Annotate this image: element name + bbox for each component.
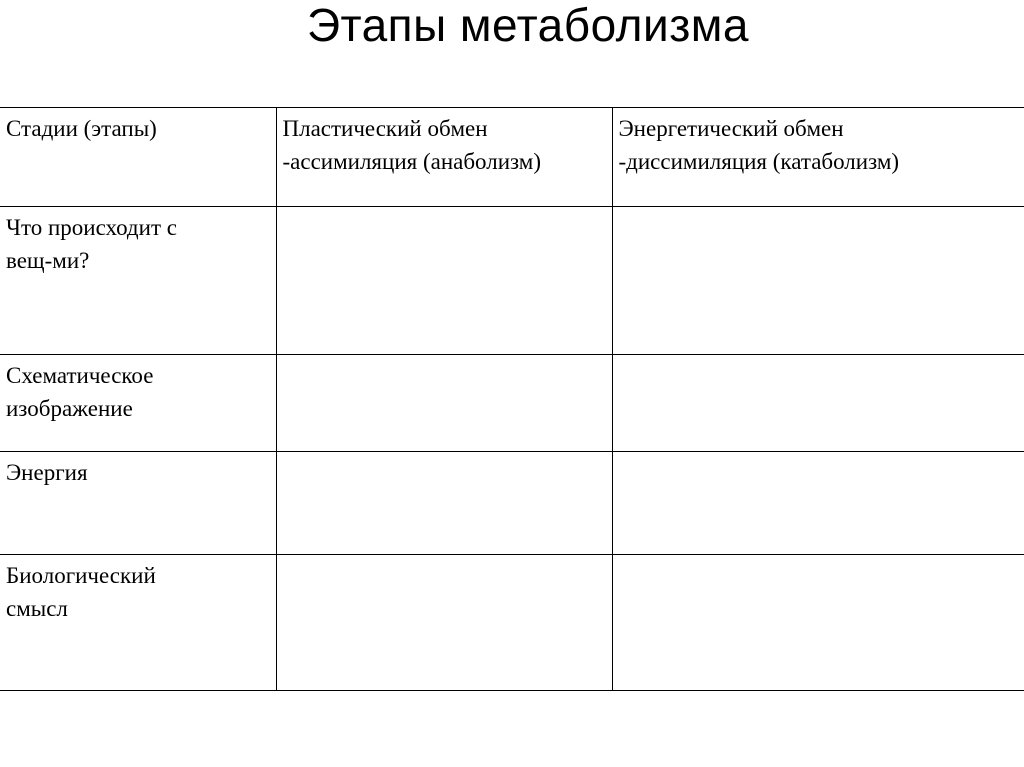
table-cell-energy[interactable] xyxy=(612,207,1024,355)
header-energy-line2: -диссимиляция (катаболизм) xyxy=(618,149,900,174)
table-cell-energy[interactable] xyxy=(612,555,1024,691)
row-label-cell xyxy=(0,355,276,452)
table-cell-plastic[interactable] xyxy=(276,207,612,355)
table-cell-energy[interactable] xyxy=(612,355,1024,452)
row-label-cell xyxy=(0,207,276,355)
row-label-line1 xyxy=(6,211,270,244)
row-label-word: происходит xyxy=(47,215,161,240)
row-label-line2: вещ-ми? xyxy=(6,248,90,273)
row-label-line2: изображение xyxy=(6,396,133,421)
row-label-line1: Биологический xyxy=(6,563,156,588)
row-label-line1: Схематическое xyxy=(6,363,154,388)
header-energy-line1: Энергетический обмен xyxy=(618,116,844,141)
header-cell-energy xyxy=(612,108,1024,207)
header-stages-label: Стадии (этапы) xyxy=(6,116,157,141)
header-cell-stages xyxy=(0,108,276,207)
row-label-word: с xyxy=(166,215,177,240)
table-row xyxy=(0,555,1024,691)
row-label-line1: Энергия xyxy=(6,460,88,485)
table-row xyxy=(0,355,1024,452)
table-cell-plastic[interactable] xyxy=(276,355,612,452)
header-plastic-word1: Пластический xyxy=(282,116,422,141)
header-plastic-line1 xyxy=(283,112,606,145)
table-row xyxy=(0,207,1024,355)
table-cell-plastic[interactable] xyxy=(276,452,612,555)
header-plastic-word2: обмен xyxy=(427,116,488,141)
metabolism-table xyxy=(0,107,1024,691)
row-label-line2: смысл xyxy=(6,596,68,621)
table-cell-plastic[interactable] xyxy=(276,555,612,691)
row-label-cell xyxy=(0,555,276,691)
table-header-row xyxy=(0,108,1024,207)
row-label-word: Что xyxy=(6,215,43,240)
header-cell-plastic xyxy=(276,108,612,207)
header-plastic-line2: -ассимиляция (анаболизм) xyxy=(282,149,542,174)
table-row xyxy=(0,452,1024,555)
row-label-cell xyxy=(0,452,276,555)
table-cell-energy[interactable] xyxy=(612,452,1024,555)
slide-title: Этапы метаболизма xyxy=(306,0,750,51)
